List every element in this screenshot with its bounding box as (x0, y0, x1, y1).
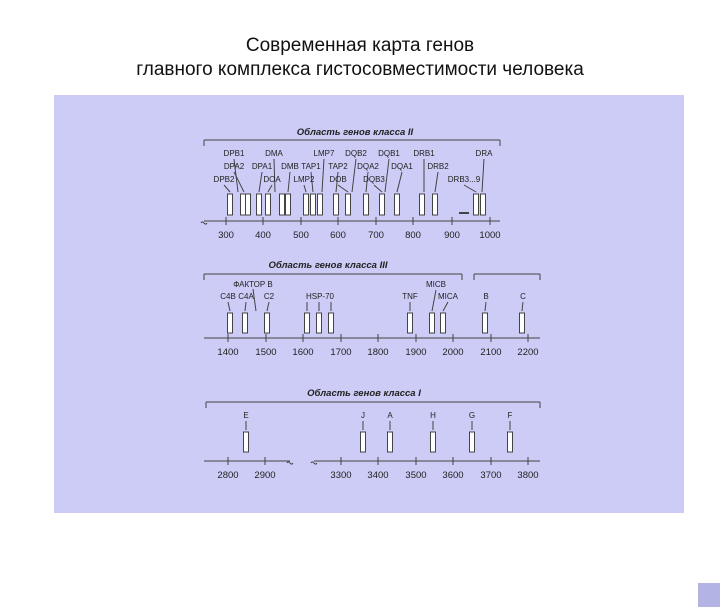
class2-label-lmp7: LMP7 (313, 149, 335, 158)
class1-axis-tick-label: 3600 (442, 470, 464, 481)
class1-axis-tick-label: 2800 (217, 470, 239, 481)
mhc-gene-map-panel (54, 95, 684, 513)
class2-label-dob: DOB (329, 175, 347, 184)
class2-label-dqb1: DQB1 (378, 149, 400, 158)
class2-label-drb3-9: DRB3...9 (447, 175, 481, 184)
class2-gene-box (474, 194, 479, 215)
class3-axis-tick-label: 2100 (480, 347, 502, 358)
class2-label-dqa2: DQA2 (357, 162, 379, 171)
class2-label-doa: DOA (263, 175, 281, 184)
class3-label-micb-leader (432, 290, 436, 311)
class3-gene-box (483, 313, 488, 333)
class2-label-dmb-leader (288, 172, 290, 192)
class2-label-drb1: DRB1 (413, 149, 435, 158)
class2-label-drb2: DRB2 (427, 162, 449, 171)
class2-label-dqb1-leader (385, 159, 389, 192)
class2-axis-tick-label: 400 (255, 230, 271, 241)
class3-axis-tick-label: 1500 (255, 347, 277, 358)
class2-gene-box (280, 194, 285, 215)
class3-label-factor-b: ФАКТОР B (233, 280, 273, 289)
class2-gene-box (241, 194, 246, 215)
class1-gene-box (470, 432, 475, 452)
class2-label-dqb3: DQB3 (363, 175, 385, 184)
class2-axis-tick-label: 300 (218, 230, 234, 241)
class2-axis-tick-label: 900 (444, 230, 460, 241)
class3-gene-box (408, 313, 413, 333)
class2-axis-tick-label: 1000 (479, 230, 501, 241)
class3-axis-tick-label: 2200 (517, 347, 539, 358)
class2-gene-box (257, 194, 262, 215)
class3-gene-box (305, 313, 310, 333)
class2-label-dpb2-leader (224, 185, 230, 192)
class2-label-dmb: DMB (281, 162, 299, 171)
class2-label-doa-leader (268, 185, 272, 192)
class2-label-dqa1-leader (397, 172, 402, 192)
class2-gene-box (380, 194, 385, 215)
class2-label-dpb2: DPB2 (213, 175, 235, 184)
class2-axis-break (201, 222, 207, 224)
class3-label-c4b: C4B (220, 292, 236, 301)
class2-gene-box (364, 194, 369, 215)
class1-gene-box (431, 432, 436, 452)
class2-gene-box (395, 194, 400, 215)
class2-label-dqa1: DQA1 (391, 162, 413, 171)
class3-label-c4a: C4A (238, 292, 254, 301)
class3-label-hsp70: HSP-70 (305, 292, 335, 301)
class2-region-heading: Область генов класса II (296, 127, 414, 138)
class3-label-c2: C2 (263, 292, 275, 301)
class3-label-c4a-leader (245, 302, 246, 311)
class3-gene-box (228, 313, 233, 333)
class2-gene-box (420, 194, 425, 215)
class2-label-dra-leader (482, 159, 484, 192)
class3-axis-tick-label: 1700 (330, 347, 352, 358)
class3-label-tnf: TNF (402, 292, 418, 301)
class3-label-mica: MICA (438, 292, 458, 301)
class1-label-g: G (468, 411, 476, 420)
class2-label-dpa1-leader (259, 172, 262, 192)
class1-axis-tick-label: 3300 (330, 470, 352, 481)
class1-label-e: E (243, 411, 249, 420)
class2-gene-box (433, 194, 438, 215)
class2-gene-box (304, 194, 309, 215)
class3-gene-box (520, 313, 525, 333)
slide-title-line-2: главного комплекса гистосовместимости человека (136, 59, 584, 80)
class2-label-dpa2-leader (234, 172, 244, 192)
class3-gene-box (317, 313, 322, 333)
class2-label-dob-leader (338, 185, 348, 192)
class1-axis-tick-label: 3400 (367, 470, 389, 481)
class1-axis-tick-label: 3700 (480, 470, 502, 481)
class2-axis-tick-label: 500 (293, 230, 309, 241)
class3-axis-tick-label: 1900 (405, 347, 427, 358)
slide-title-line-1: Современная карта генов (245, 35, 475, 56)
class2-gene-box (481, 194, 486, 215)
class2-label-tap1: TAP1 (301, 162, 321, 171)
class2-gene-box (311, 194, 316, 215)
class1-axis-tick-label: 3800 (517, 470, 539, 481)
class2-label-dqb2: DQB2 (345, 149, 367, 158)
class2-label-dpa1: DPA1 (251, 162, 273, 171)
class1-gene-box (361, 432, 366, 452)
class3-gene-box (441, 313, 446, 333)
class3-gene-box (329, 313, 334, 333)
class3-axis-tick-label: 1400 (217, 347, 239, 358)
class1-gene-box (244, 432, 249, 452)
class1-axis-break-right (311, 462, 317, 464)
class2-axis-tick-label: 600 (330, 230, 346, 241)
class3-axis-tick-label: 1800 (367, 347, 389, 358)
corner-marker (698, 583, 720, 607)
class1-label-h: H (430, 411, 436, 420)
class3-label-c2-leader (267, 302, 269, 311)
class3-region-heading: Область генов класса III (268, 260, 388, 271)
class3-label-b: B (483, 292, 489, 301)
class2-label-drb2-leader (435, 172, 438, 192)
mhc-gene-map (54, 95, 684, 513)
class2-gene-box (318, 194, 323, 215)
class3-gene-box (265, 313, 270, 333)
class2-axis-tick-label: 800 (405, 230, 421, 241)
class2-gene-cluster-mark (459, 212, 469, 214)
class1-label-a: A (387, 411, 393, 420)
class2-label-dma: DMA (265, 149, 283, 158)
class2-label-drb3-9-leader (464, 185, 476, 192)
class1-label-j: J (361, 411, 365, 420)
class1-gene-box (388, 432, 393, 452)
class1-gene-box (508, 432, 513, 452)
class2-gene-box (228, 194, 233, 215)
class3-label-c4b-leader (228, 302, 230, 311)
class3-label-b-leader (485, 302, 486, 311)
class2-label-lmp2-leader (304, 185, 306, 192)
class1-axis-tick-label: 2900 (254, 470, 276, 481)
class2-gene-box (266, 194, 271, 215)
class1-axis-break-left (287, 462, 293, 464)
class2-label-lmp7-leader (322, 159, 324, 192)
class3-label-c: C (520, 292, 526, 301)
class3-axis-tick-label: 1600 (292, 347, 314, 358)
class3-gene-box (243, 313, 248, 333)
class2-axis-tick-label: 700 (368, 230, 384, 241)
class3-label-c-leader (522, 302, 523, 311)
class2-label-dpb1: DPB1 (223, 149, 245, 158)
class2-gene-box (286, 194, 291, 215)
class3-gene-box (430, 313, 435, 333)
class3-label-mica-leader (443, 302, 448, 311)
class1-region-heading: Область генов класса I (307, 388, 421, 399)
class2-label-tap2: TAP2 (328, 162, 348, 171)
class2-gene-box (334, 194, 339, 215)
class2-gene-box (346, 194, 351, 215)
class2-label-dqb3-leader (374, 185, 382, 192)
class1-axis-tick-label: 3500 (405, 470, 427, 481)
class3-label-micb: MICB (426, 280, 446, 289)
class2-gene-box (246, 194, 251, 215)
class2-label-dpa2: DPA2 (223, 162, 245, 171)
class2-label-lmp2: LMP2 (293, 175, 315, 184)
class2-label-dra: DRA (475, 149, 493, 158)
class2-label-dqb2-leader (352, 159, 356, 192)
class1-label-f: F (507, 411, 513, 420)
class3-axis-tick-label: 2000 (442, 347, 464, 358)
